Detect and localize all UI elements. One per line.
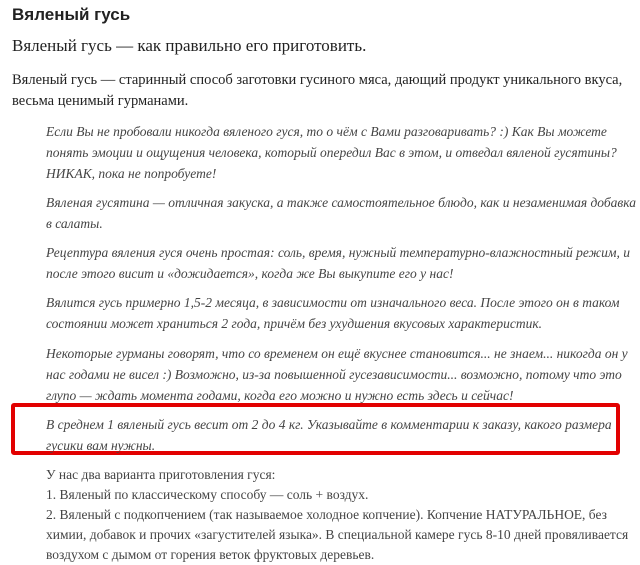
quote-paragraph-3: Рецептура вяления гуся очень простая: соль, время, нужный температурно-влажностный режим, и после этого висит и «дожидается», когда же Вы выкупите его у нас!: [46, 245, 630, 281]
variant-item-1: 1. Вяленый по классическому способу — соль + воздух.: [46, 487, 369, 502]
variants-heading: У нас два варианта приготовления гуся:: [46, 467, 276, 482]
variant-item-2: 2. Вяленый с подкопчением (так называемое холодное копчение). Копчение НАТУРАЛЬНОЕ, без химии, добавок и прочих «загустителей языка». В специальной камере гусь 8-10 дней провяливается воздухом с дымом от горения веток фруктовых деревьев.: [46, 507, 629, 562]
quote-paragraph-4: Вялится гусь примерно 1,5-2 месяца, в зависимости от изначального веса. После этого он в таком состоянии может храниться 2 года, причём без ухудшения вкусовых характеристик.: [46, 295, 620, 331]
quote-paragraph-2: Вяленая гусятина — отличная закуска, а также самостоятельное блюдо, как и незаменимая добавка в салаты.: [46, 195, 636, 231]
quote-paragraph-1: Если Вы не пробовали никогда вяленого гуся, то о чём с Вами разговаривать? :) Как Вы можете понять эмоции и ощущения человека, который опередил Вас в этом, и отведал вяленой гусятины? НИКАК, пока не попробуете!: [46, 124, 617, 181]
quote-paragraph-5: Некоторые гурманы говорят, что со временем он ещё вкуснее становится... не знаем... никогда он у нас годами не висел :) Возможно, из-за повышенной гусезависимости... возможно, потому что это глупо — ждать момента годами, когда его можно и нужно есть здесь и сейчас!: [46, 346, 628, 403]
intro-paragraph: Вяленый гусь — старинный способ заготовки гусиного мяса, дающий продукт уникального вкуса, весьма ценимый гурманами.: [12, 72, 623, 109]
quote-paragraph-weight: В среднем 1 вяленый гусь весит от 2 до 4 кг. Указывайте в комментарии к заказу, какого размера гусики вам нужны.: [46, 417, 612, 453]
page-title: Вяленый гусь: [12, 5, 131, 24]
page-subtitle: Вяленый гусь — как правильно его приготовить.: [12, 36, 367, 55]
